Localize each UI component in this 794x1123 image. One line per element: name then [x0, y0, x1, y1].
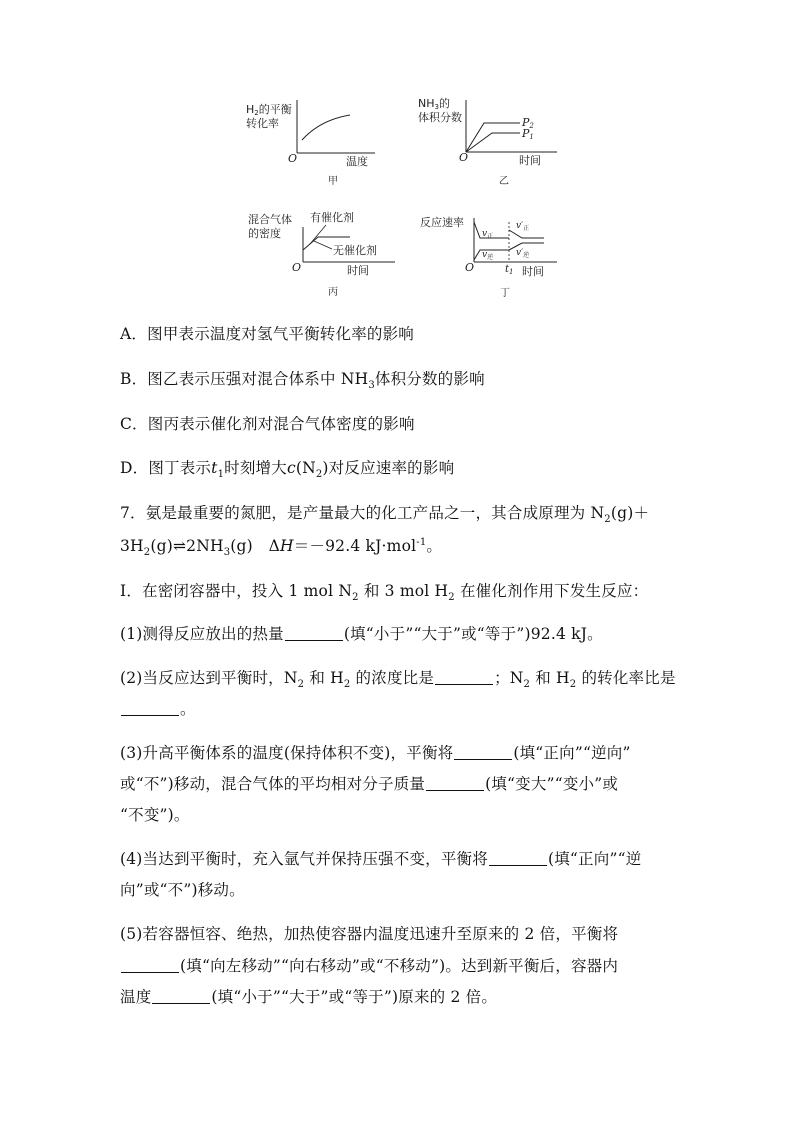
- jia-caption: 甲: [328, 176, 338, 187]
- yi-label-p1: P1: [522, 127, 534, 141]
- figure-ding: [412, 210, 562, 300]
- option-c: C．图丙表示催化剂对混合气体密度的影响: [120, 415, 415, 433]
- ding-label-vzheng: $v_正$: [482, 229, 494, 240]
- answer-blank-4[interactable]: [489, 864, 547, 866]
- yi-label-p2: P2: [522, 116, 534, 130]
- ding-xlabel: 时间: [522, 265, 544, 278]
- bing-pointer-nocat: [314, 241, 332, 249]
- option-a: A．图甲表示温度对氢气平衡转化率的影响: [120, 325, 414, 343]
- subq-3-line2: 或“不”)移动，混合气体的平均相对分子质量 (填“变大”“变小”或: [120, 775, 619, 793]
- jia-xlabel: 温度: [346, 155, 368, 168]
- jia-ylabel-line2: 转化率: [246, 117, 279, 130]
- bing-ylabel: 混合气体: [248, 213, 292, 226]
- answer-blank-5a[interactable]: [121, 971, 179, 973]
- subq-5-line3: 温度 (填“小于”“大于”或“等于”)原来的 2 倍。: [120, 988, 498, 1006]
- yi-origin: O: [459, 151, 469, 164]
- answer-blank-2a[interactable]: [435, 683, 493, 685]
- answer-blank-5b[interactable]: [152, 1002, 210, 1004]
- subq-5-line1: (5)若容器恒容、绝热，加热使容器内温度迅速升至原来的 2 倍，平衡将: [120, 925, 619, 943]
- ding-caption: 丁: [500, 288, 510, 299]
- ding-v-ni-prime: [509, 243, 544, 250]
- option-b: B．图乙表示压强对混合体系中 $NH_3$体积分数的影响: [120, 370, 485, 392]
- subq-2-line2: 。: [120, 697, 196, 719]
- q7-equation: $3H_2(g)\rightleftharpoons 2NH_3(g)$ ΔH＝－92.4 kJ·mol$^{-1}$。: [120, 536, 443, 559]
- jia-ylabel: H2的平衡: [246, 103, 292, 117]
- q7-line1: 7．氨是最重要的氮肥，是产量最大的化工产品之一，其合成原理为 $N_2(g)+$: [120, 504, 650, 526]
- bing-label-nocat: 无催化剂: [333, 244, 377, 257]
- bing-caption: 丙: [328, 287, 338, 298]
- yi-ylabel: NH3的: [418, 97, 450, 111]
- bing-label-cat: 有催化剂: [310, 211, 354, 224]
- option-d: D．图丁表示$t_1$时刻增大$c(N_2)$对反应速率的影响: [120, 459, 455, 481]
- ding-ylabel: 反应速率: [420, 216, 464, 229]
- yi-caption: 乙: [499, 176, 509, 187]
- yi-xlabel: 时间: [519, 154, 541, 167]
- answer-blank-1[interactable]: [285, 639, 343, 641]
- yi-curve-p2: [466, 123, 520, 152]
- subq-2-line1: (2)当反应达到平衡时，$N_2$ 和 $H_2$ 的浓度比是 ；$N_2$ 和 $H_2$ 的转化率比是: [120, 669, 676, 691]
- subq-5-line2: (填“向左移动”“向右移动”或“不移动”)。达到新平衡后，容器内: [120, 954, 618, 976]
- bing-pointer-cat: [310, 225, 326, 244]
- subq-1: (1)测得反应放出的热量 (填“小于”“大于”或“等于”)92.4 kJ。: [120, 625, 603, 643]
- part1-intro: Ⅰ．在密闭容器中，投入 1 mol $N_2$ 和 3 mol $H_2$ 在催化剂作用下发生反应：: [120, 582, 649, 604]
- figure-jia: [240, 95, 380, 190]
- bing-ylabel-line2: 的密度: [248, 227, 281, 240]
- ding-label-vzheng-prime: $v'_正$: [516, 221, 530, 232]
- yi-ylabel-line2: 体积分数: [418, 111, 462, 124]
- figure-yi: [412, 95, 562, 190]
- ding-label-vni-prime: $v'_逆$: [516, 248, 530, 259]
- figure-bing: [240, 205, 400, 300]
- bing-xlabel: 时间: [347, 264, 369, 277]
- jia-curve: [302, 115, 350, 140]
- subq-4-line2: 向”或“不”)移动。: [120, 881, 245, 899]
- ding-label-vni: $v_逆$: [482, 250, 494, 261]
- subq-3-line3: “不变”)。: [120, 806, 190, 824]
- answer-blank-3b[interactable]: [426, 789, 484, 791]
- ding-label-t1: $t_1$: [505, 264, 514, 276]
- ding-origin: O: [465, 261, 475, 274]
- equilibrium-arrow: ⇌: [172, 537, 187, 555]
- subq-4-line1: (4)当达到平衡时，充入氩气并保持压强不变，平衡将 (填“正向”“逆: [120, 850, 642, 868]
- yi-curve-p1: [466, 133, 520, 152]
- jia-origin: O: [288, 152, 298, 165]
- answer-blank-3a[interactable]: [454, 758, 512, 760]
- subq-3-line1: (3)升高平衡体系的温度(保持体积不变)，平衡将 (填“正向”“逆向”: [120, 744, 631, 762]
- bing-origin: O: [292, 261, 302, 274]
- answer-blank-2b[interactable]: [121, 714, 179, 716]
